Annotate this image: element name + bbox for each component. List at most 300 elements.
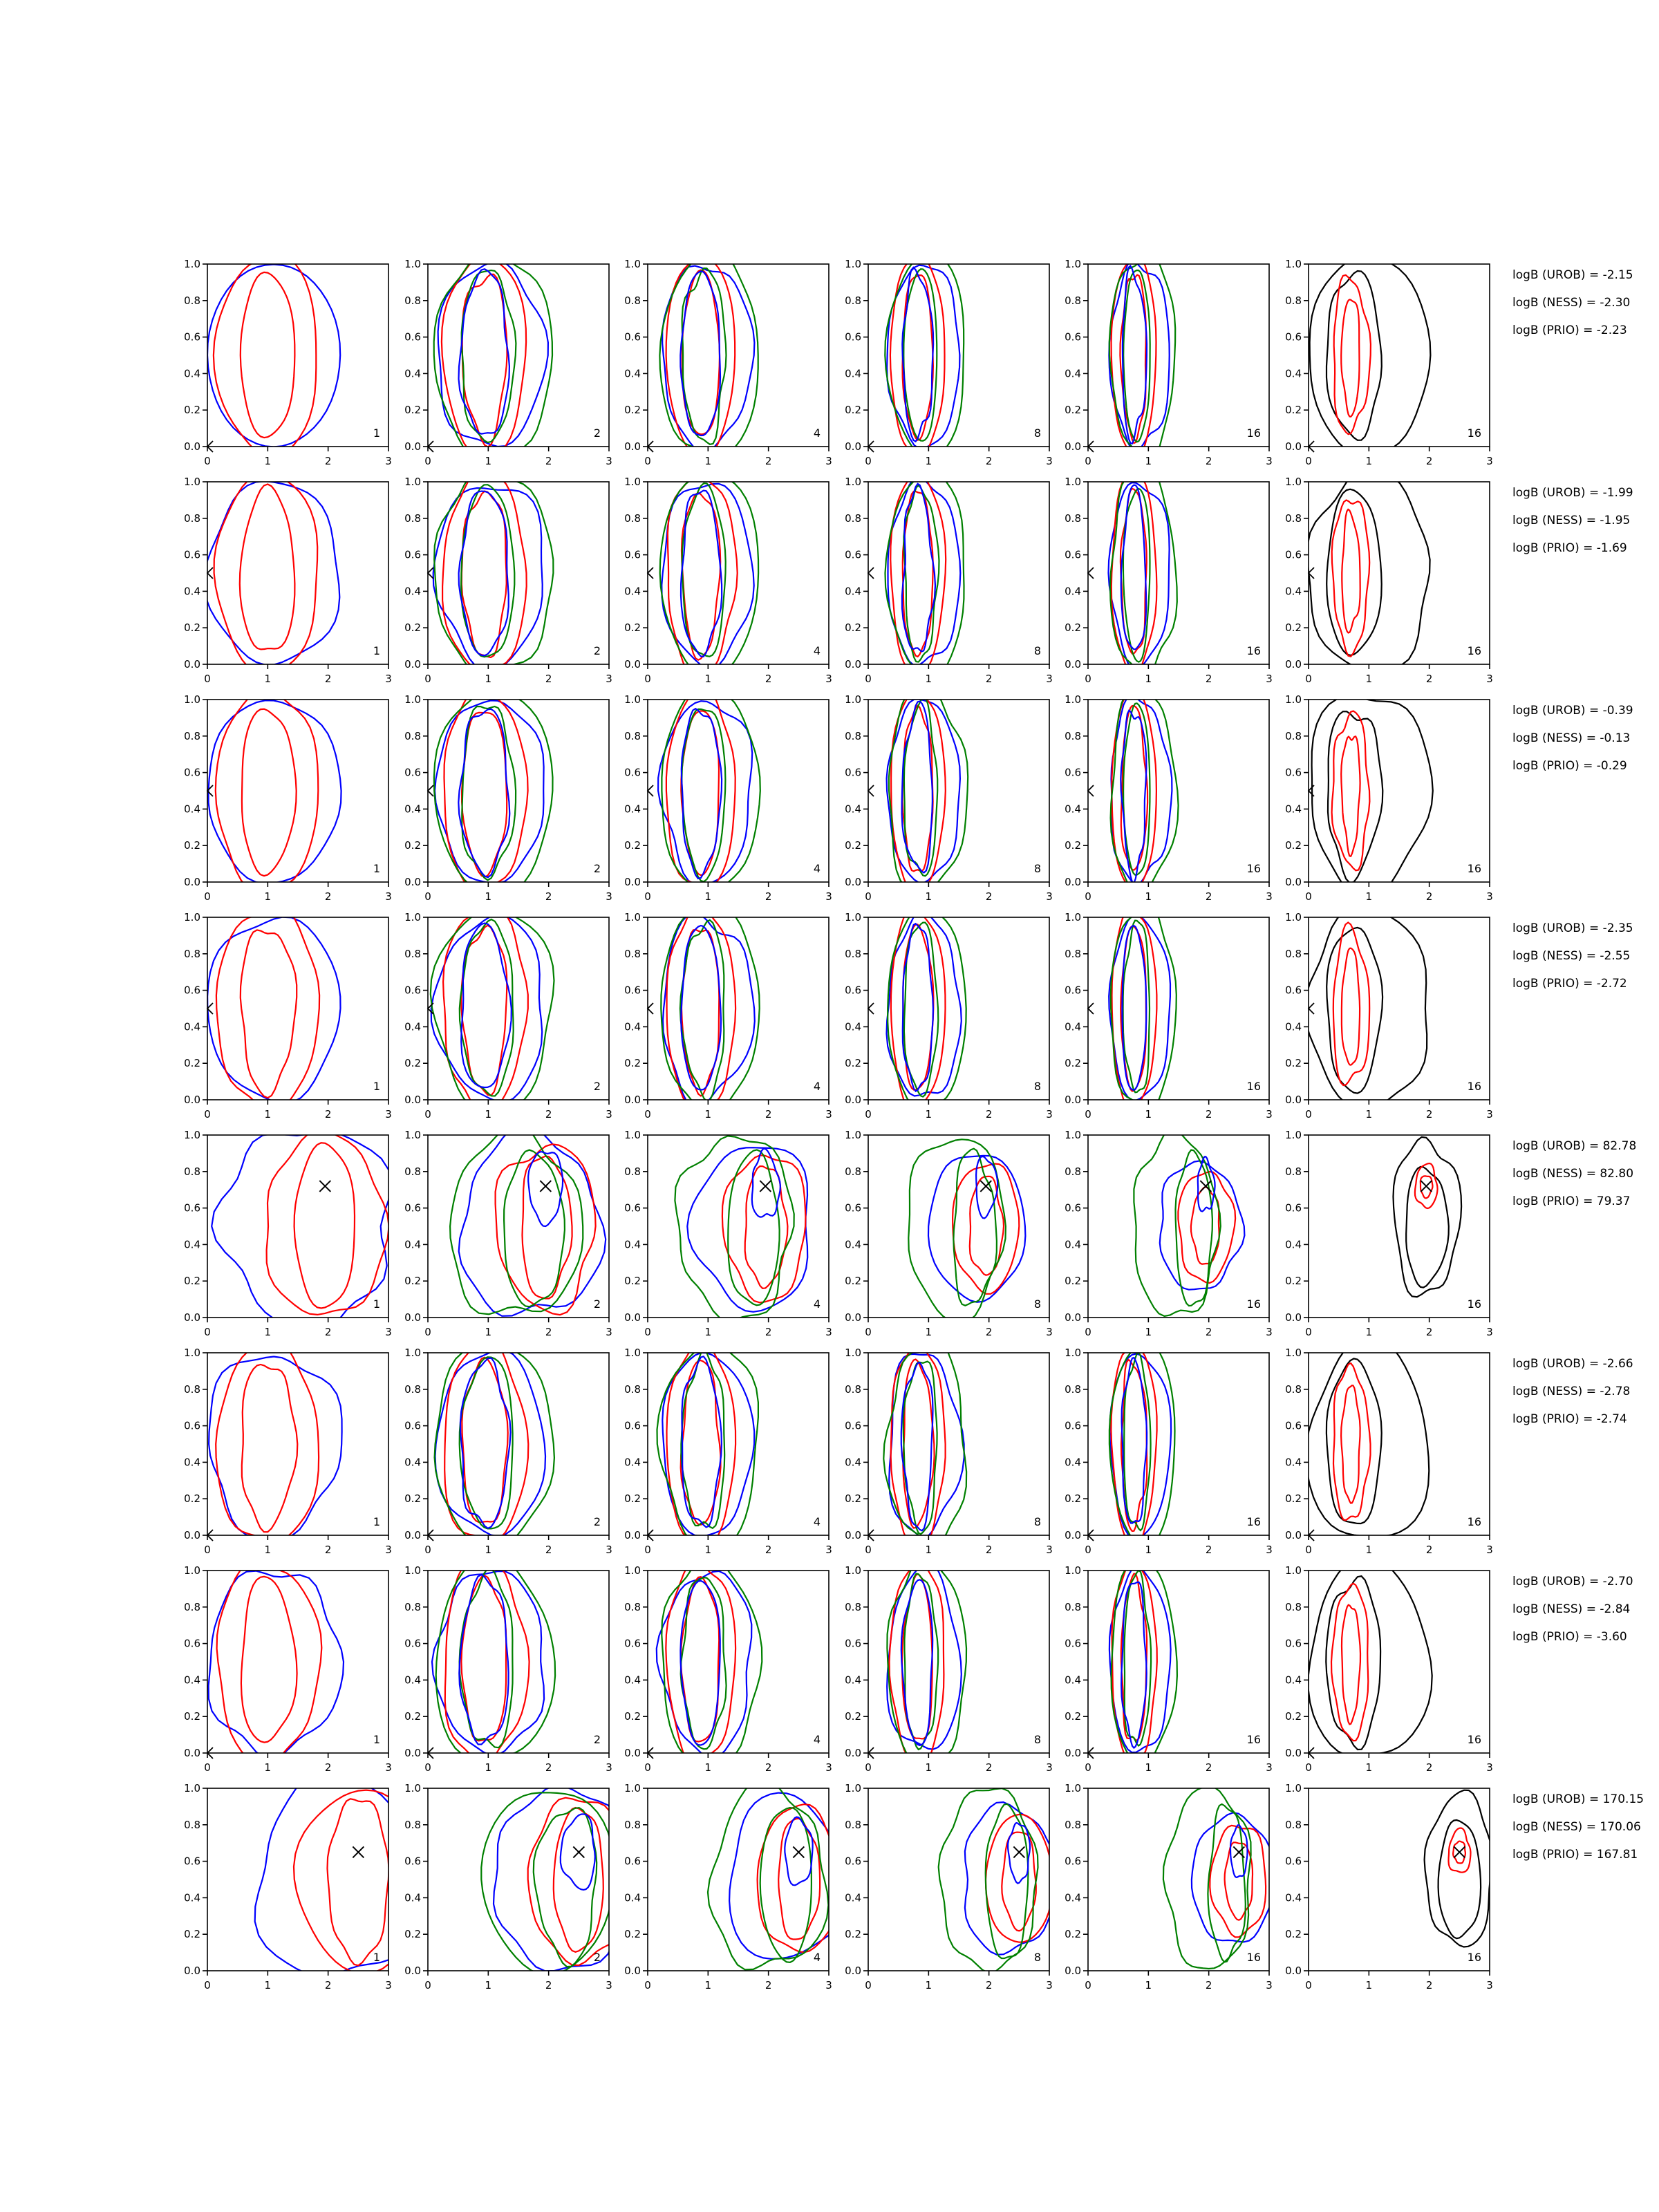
y-tick-label: 0.6	[1065, 984, 1081, 997]
y-tick-label: 0.2	[184, 621, 200, 635]
x-tick-label: 1	[704, 455, 712, 467]
y-tick-label: 1.0	[624, 1347, 641, 1359]
panel-label: 4	[813, 644, 821, 657]
y-tick-label: 1.0	[1285, 1347, 1302, 1359]
edge-marker	[648, 568, 653, 579]
green-contour-4	[939, 1788, 1038, 1973]
x-tick-label: 3	[606, 1544, 612, 1556]
x-tick-label: 1	[1145, 1544, 1152, 1556]
x-tick-label: 1	[264, 1761, 272, 1774]
y-tick-label: 0.6	[1285, 1637, 1302, 1650]
panel-r6-c5	[1065, 1344, 1273, 1556]
contour-layer	[1310, 255, 1431, 456]
blue-contour-6	[681, 926, 721, 1090]
y-tick-label: 0.6	[1065, 1637, 1081, 1650]
edge-marker	[868, 1003, 874, 1014]
truth-marker	[1200, 1181, 1211, 1192]
panel-r5-c3	[624, 1129, 832, 1338]
panel-r8-c1	[184, 1770, 433, 1991]
red-contour-2	[217, 1562, 322, 1768]
y-tick-label: 0.8	[1065, 1818, 1081, 1831]
log-bayes-label: logB (UROB) = -1.99	[1512, 486, 1633, 500]
x-tick-label: 0	[204, 673, 211, 685]
y-tick-label: 0.4	[624, 803, 641, 816]
y-tick-label: 0.4	[1065, 1891, 1081, 1904]
y-tick-label: 0.6	[404, 766, 421, 779]
y-tick-label: 0.4	[845, 1456, 861, 1469]
y-tick-label: 0.0	[845, 876, 861, 888]
y-tick-label: 0.6	[1065, 1855, 1081, 1868]
y-tick-label: 0.0	[1065, 1965, 1081, 1977]
y-tick-label: 0.6	[184, 1637, 200, 1650]
y-tick-label: 0.4	[404, 1891, 421, 1904]
green-contour-4	[431, 910, 554, 1114]
panel-r4-c3	[624, 904, 832, 1121]
x-tick-label: 3	[825, 1108, 832, 1121]
x-tick-label: 1	[925, 455, 932, 467]
y-tick-label: 0.4	[845, 585, 861, 598]
edge-marker	[648, 1003, 653, 1014]
red-contour-3	[242, 1365, 298, 1532]
x-tick-label: 2	[1425, 1108, 1433, 1121]
y-tick-label: 1.0	[184, 1347, 200, 1359]
log-bayes-label: logB (UROB) = -2.35	[1512, 921, 1633, 935]
y-tick-label: 0.4	[184, 1674, 200, 1687]
y-tick-label: 0.0	[1285, 1094, 1302, 1106]
y-tick-label: 0.4	[624, 585, 641, 598]
axes-frame	[207, 264, 388, 447]
x-tick-label: 3	[825, 1761, 832, 1774]
red-contour-4	[1341, 1385, 1360, 1503]
red-contour-4	[1342, 509, 1360, 633]
y-tick-label: 0.8	[1285, 947, 1302, 960]
axes-frame	[1309, 1135, 1490, 1318]
x-tick-label: 3	[1266, 673, 1273, 685]
x-tick-label: 0	[424, 673, 431, 685]
y-tick-label: 0.8	[1065, 1165, 1081, 1178]
x-tick-label: 0	[644, 1979, 651, 1991]
panel-r8-c5	[1065, 1782, 1274, 1991]
y-tick-label: 0.8	[624, 294, 641, 307]
panel-r4-c2	[404, 910, 612, 1121]
green-contour-4	[657, 1342, 758, 1548]
log-bayes-label: logB (PRIO) = -2.72	[1512, 977, 1627, 991]
y-tick-label: 0.0	[1285, 1311, 1302, 1324]
axes-frame	[1309, 1788, 1490, 1971]
y-tick-label: 0.4	[404, 367, 421, 380]
y-tick-label: 0.8	[1285, 729, 1302, 742]
y-tick-label: 0.6	[404, 1419, 421, 1432]
truth-marker	[1421, 1181, 1432, 1192]
panel-label: 8	[1033, 1951, 1041, 1964]
y-tick-label: 0.4	[845, 367, 861, 380]
x-tick-label: 1	[264, 890, 272, 903]
y-tick-label: 0.6	[184, 1855, 200, 1868]
y-tick-label: 0.2	[845, 1057, 861, 1070]
y-tick-label: 0.8	[624, 1165, 641, 1178]
x-tick-label: 0	[1305, 1326, 1312, 1338]
x-tick-label: 2	[765, 1326, 772, 1338]
x-tick-label: 0	[865, 1326, 872, 1338]
contour-layer	[1111, 687, 1179, 897]
x-tick-label: 1	[264, 1326, 272, 1338]
x-tick-label: 3	[1486, 455, 1493, 467]
axes-frame	[428, 1353, 609, 1535]
x-tick-label: 0	[204, 455, 211, 467]
y-tick-label: 0.8	[1285, 1165, 1302, 1178]
x-tick-label: 1	[485, 890, 492, 903]
blue-contour-1	[207, 265, 340, 447]
x-tick-label: 2	[985, 1326, 993, 1338]
contour-layer	[435, 1338, 554, 1548]
blue-contour-1	[687, 1147, 807, 1312]
red-contour-3	[241, 930, 297, 1098]
red-contour-3	[242, 709, 297, 876]
panel-label: 16	[1246, 1515, 1261, 1528]
y-tick-label: 0.4	[1285, 1456, 1302, 1469]
x-tick-label: 1	[925, 1326, 932, 1338]
y-tick-label: 0.6	[404, 1201, 421, 1215]
y-tick-label: 0.2	[1065, 621, 1081, 635]
y-tick-label: 0.6	[404, 1637, 421, 1650]
panel-label: 16	[1467, 1951, 1481, 1964]
y-tick-label: 0.0	[624, 440, 641, 453]
log-bayes-label: logB (PRIO) = -1.69	[1512, 541, 1627, 555]
x-tick-label: 2	[1205, 1326, 1212, 1338]
contour-layer	[1304, 909, 1427, 1111]
y-tick-label: 0.0	[624, 1965, 641, 1977]
y-tick-label: 0.0	[404, 1747, 421, 1759]
contour-layer	[659, 247, 758, 458]
truth-marker	[319, 1181, 330, 1192]
y-tick-label: 0.8	[1285, 1818, 1302, 1831]
red-contour-3	[1333, 1363, 1371, 1520]
y-tick-label: 0.8	[184, 1165, 200, 1178]
x-tick-label: 2	[545, 1544, 552, 1556]
y-tick-label: 0.8	[624, 1818, 641, 1831]
panel-label: 1	[373, 427, 380, 440]
y-tick-label: 0.6	[1285, 1419, 1302, 1432]
x-tick-label: 2	[324, 1979, 332, 1991]
y-tick-label: 0.8	[404, 1600, 421, 1613]
blue-contour-1	[204, 481, 339, 665]
panel-label: 2	[593, 1297, 601, 1311]
y-tick-label: 1.0	[1285, 476, 1302, 488]
x-tick-label: 3	[606, 1108, 612, 1121]
y-tick-label: 0.4	[845, 1238, 861, 1251]
x-tick-label: 2	[1205, 1761, 1212, 1774]
y-tick-label: 0.0	[404, 1965, 421, 1977]
contour-layer	[675, 1136, 807, 1320]
x-tick-label: 2	[985, 455, 993, 467]
panel-r2-c4	[845, 470, 1053, 685]
x-tick-label: 0	[424, 1761, 431, 1774]
y-tick-label: 0.2	[1065, 404, 1081, 417]
y-tick-label: 1.0	[845, 693, 861, 706]
y-tick-label: 0.0	[184, 1747, 200, 1759]
y-tick-label: 1.0	[1065, 258, 1081, 270]
panel-label: 2	[593, 427, 601, 440]
panel-r4-c6	[1285, 909, 1493, 1121]
y-tick-label: 1.0	[184, 1129, 200, 1141]
x-tick-label: 0	[1305, 1544, 1312, 1556]
y-tick-label: 0.0	[845, 1311, 861, 1324]
x-tick-label: 1	[1365, 1544, 1373, 1556]
log-bayes-label: logB (UROB) = 170.15	[1512, 1792, 1644, 1806]
y-tick-label: 0.8	[184, 1382, 200, 1396]
panel-r7-c4	[845, 1553, 1053, 1774]
x-tick-label: 2	[765, 1761, 772, 1774]
panel-label: 8	[1033, 1080, 1041, 1093]
y-tick-label: 1.0	[404, 258, 421, 270]
y-tick-label: 0.0	[1285, 1965, 1302, 1977]
y-tick-label: 0.4	[624, 1020, 641, 1033]
y-tick-label: 0.2	[624, 404, 641, 417]
red-contour-3	[1332, 711, 1370, 871]
panel-label: 2	[593, 1951, 601, 1964]
x-tick-label: 2	[985, 1108, 993, 1121]
y-tick-label: 0.6	[404, 548, 421, 561]
x-tick-label: 0	[865, 1979, 872, 1991]
y-tick-label: 0.2	[184, 1492, 200, 1506]
x-tick-label: 3	[385, 673, 392, 685]
contour-layer	[658, 686, 760, 894]
y-tick-label: 0.2	[184, 1275, 200, 1288]
panel-r1-c5	[1065, 252, 1273, 467]
x-tick-label: 0	[1305, 890, 1312, 903]
y-tick-label: 0.4	[184, 1891, 200, 1904]
y-tick-label: 0.0	[404, 1529, 421, 1541]
panel-r1-c6	[1285, 255, 1493, 467]
x-tick-label: 0	[865, 1108, 872, 1121]
y-tick-label: 0.8	[404, 512, 421, 525]
x-tick-label: 0	[644, 890, 651, 903]
y-tick-label: 0.4	[1285, 1891, 1302, 1904]
x-tick-label: 2	[545, 1761, 552, 1774]
x-tick-label: 3	[1486, 1108, 1493, 1121]
y-tick-label: 0.2	[624, 1057, 641, 1070]
black-contour-1	[1304, 909, 1427, 1111]
x-tick-label: 2	[545, 1326, 552, 1338]
x-tick-label: 3	[606, 1326, 612, 1338]
y-tick-label: 1.0	[184, 911, 200, 924]
panel-r2-c2	[404, 468, 612, 685]
panel-label: 16	[1467, 862, 1481, 875]
x-tick-label: 2	[985, 1761, 993, 1774]
x-tick-label: 1	[264, 1108, 272, 1121]
x-tick-label: 1	[1145, 1326, 1152, 1338]
contour-layer	[204, 474, 339, 675]
y-tick-label: 1.0	[1285, 1564, 1302, 1577]
x-tick-label: 1	[264, 1544, 272, 1556]
y-tick-label: 0.8	[845, 1818, 861, 1831]
red-contour-2	[496, 1144, 596, 1315]
x-tick-label: 1	[925, 673, 932, 685]
y-tick-label: 0.0	[1065, 440, 1081, 453]
y-tick-label: 0.2	[1065, 1710, 1081, 1723]
red-contour-2	[214, 256, 316, 458]
x-tick-label: 0	[1085, 1544, 1091, 1556]
panel-r8-c2	[404, 1782, 636, 1991]
x-tick-label: 3	[1266, 1761, 1273, 1774]
x-tick-label: 2	[1205, 1544, 1212, 1556]
y-tick-label: 0.6	[845, 1201, 861, 1215]
x-tick-label: 2	[1205, 1979, 1212, 1991]
y-tick-label: 0.4	[1285, 1020, 1302, 1033]
y-tick-label: 0.6	[1285, 766, 1302, 779]
y-tick-label: 0.4	[624, 1456, 641, 1469]
axes-frame	[207, 700, 388, 882]
y-tick-label: 0.8	[624, 1600, 641, 1613]
x-tick-label: 2	[545, 890, 552, 903]
panel-label: 16	[1246, 1733, 1261, 1746]
x-tick-label: 0	[1305, 455, 1312, 467]
truth-marker	[760, 1181, 771, 1192]
axes-frame	[648, 1135, 829, 1318]
y-tick-label: 0.6	[404, 984, 421, 997]
y-tick-label: 0.4	[1285, 1238, 1302, 1251]
x-tick-label: 0	[865, 1761, 872, 1774]
x-tick-label: 0	[644, 1108, 651, 1121]
y-tick-label: 0.6	[845, 1855, 861, 1868]
panel-r2-c1	[184, 474, 392, 686]
green-contour-5	[460, 1568, 513, 1747]
x-tick-label: 3	[1046, 890, 1053, 903]
contour-layer	[434, 688, 553, 894]
y-tick-label: 1.0	[404, 911, 421, 924]
y-tick-label: 0.4	[1285, 803, 1302, 816]
x-tick-label: 1	[1365, 673, 1373, 685]
panel-r7-c2	[404, 1553, 612, 1774]
x-tick-label: 3	[825, 673, 832, 685]
y-tick-label: 0.0	[1065, 1311, 1081, 1324]
contour-layer	[209, 1339, 342, 1541]
log-bayes-label: logB (PRIO) = 79.37	[1512, 1194, 1631, 1208]
red-contour-4	[1341, 736, 1360, 856]
x-tick-label: 0	[204, 1761, 211, 1774]
x-tick-label: 1	[704, 1326, 712, 1338]
x-tick-label: 0	[865, 455, 872, 467]
x-tick-label: 0	[1305, 1761, 1312, 1774]
red-contour-2	[214, 474, 318, 675]
y-tick-label: 1.0	[404, 1564, 421, 1577]
truth-marker	[793, 1846, 804, 1857]
y-tick-label: 0.4	[404, 1456, 421, 1469]
y-tick-label: 1.0	[845, 1782, 861, 1794]
contour-layer	[431, 910, 554, 1118]
panel-label: 8	[1033, 644, 1041, 657]
y-tick-label: 0.6	[845, 1637, 861, 1650]
y-tick-label: 0.8	[184, 294, 200, 307]
y-tick-label: 0.0	[404, 1311, 421, 1324]
axes-frame	[428, 700, 609, 882]
panel-label: 2	[593, 1080, 601, 1093]
x-tick-label: 3	[825, 1544, 832, 1556]
x-tick-label: 2	[545, 673, 552, 685]
y-tick-label: 0.8	[184, 729, 200, 742]
y-tick-label: 0.2	[404, 1928, 421, 1941]
panel-r1-c2	[404, 250, 612, 468]
y-tick-label: 0.2	[404, 839, 421, 852]
x-tick-label: 2	[324, 1544, 332, 1556]
x-tick-label: 1	[1145, 1761, 1152, 1774]
red-contour-2	[986, 1815, 1052, 1942]
panel-label: 4	[813, 1080, 821, 1093]
y-tick-label: 0.0	[845, 658, 861, 671]
log-bayes-label: logB (PRIO) = -3.60	[1512, 1630, 1627, 1644]
edge-marker	[648, 785, 653, 796]
panel-label: 8	[1033, 1515, 1041, 1528]
y-tick-label: 0.0	[184, 876, 200, 888]
x-tick-label: 1	[925, 890, 932, 903]
contour-layer	[432, 1553, 555, 1764]
red-contour-3	[294, 1143, 355, 1308]
y-tick-label: 0.4	[184, 1020, 200, 1033]
panel-label: 16	[1467, 1297, 1481, 1311]
x-tick-label: 1	[1145, 455, 1152, 467]
panel-r5-c2	[404, 1124, 612, 1339]
x-tick-label: 3	[1046, 1326, 1053, 1338]
green-contour-5	[760, 1808, 812, 1962]
contour-layer	[207, 256, 340, 458]
black-contour-1	[1425, 1790, 1492, 1947]
log-bayes-label: logB (NESS) = -2.84	[1512, 1602, 1631, 1616]
panel-r3-c1	[184, 688, 392, 903]
y-tick-label: 0.6	[404, 330, 421, 344]
panel-r5-c6	[1285, 1129, 1493, 1338]
x-tick-label: 3	[1486, 673, 1493, 685]
x-tick-label: 1	[264, 673, 272, 685]
x-tick-label: 0	[424, 890, 431, 903]
y-tick-label: 0.0	[1285, 440, 1302, 453]
y-tick-label: 1.0	[1285, 1782, 1302, 1794]
y-tick-label: 0.6	[624, 1201, 641, 1215]
y-tick-label: 0.6	[624, 766, 641, 779]
panel-r8-c6	[1285, 1782, 1493, 1991]
panel-r1-c1	[184, 256, 392, 467]
y-tick-label: 0.0	[184, 1094, 200, 1106]
x-tick-label: 2	[545, 455, 552, 467]
y-tick-label: 0.2	[1285, 1710, 1302, 1723]
panel-label: 8	[1033, 862, 1041, 875]
y-tick-label: 0.2	[404, 1492, 421, 1506]
axes-frame	[207, 482, 388, 664]
y-tick-label: 0.4	[404, 1020, 421, 1033]
x-tick-label: 2	[1425, 1544, 1433, 1556]
x-tick-label: 2	[1425, 673, 1433, 685]
contour-layer	[1109, 1560, 1177, 1765]
x-tick-label: 0	[865, 890, 872, 903]
y-tick-label: 0.2	[845, 1492, 861, 1506]
y-tick-label: 0.6	[184, 1419, 200, 1432]
y-tick-label: 0.0	[624, 1311, 641, 1324]
blue-contour-6	[459, 269, 509, 433]
y-tick-label: 1.0	[1065, 1347, 1081, 1359]
red-contour-2	[216, 908, 319, 1113]
red-contour-2	[528, 1798, 628, 1965]
contour-layer	[660, 474, 758, 679]
y-tick-label: 0.8	[1065, 294, 1081, 307]
y-tick-label: 0.6	[1065, 1419, 1081, 1432]
contour-layer	[883, 1336, 966, 1548]
y-tick-label: 0.2	[1285, 1492, 1302, 1506]
y-tick-label: 1.0	[404, 1782, 421, 1794]
x-tick-label: 1	[925, 1979, 932, 1991]
x-tick-label: 3	[1266, 1108, 1273, 1121]
contour-layer	[887, 1553, 966, 1763]
panel-label: 2	[593, 1515, 601, 1528]
x-tick-label: 1	[485, 1544, 492, 1556]
